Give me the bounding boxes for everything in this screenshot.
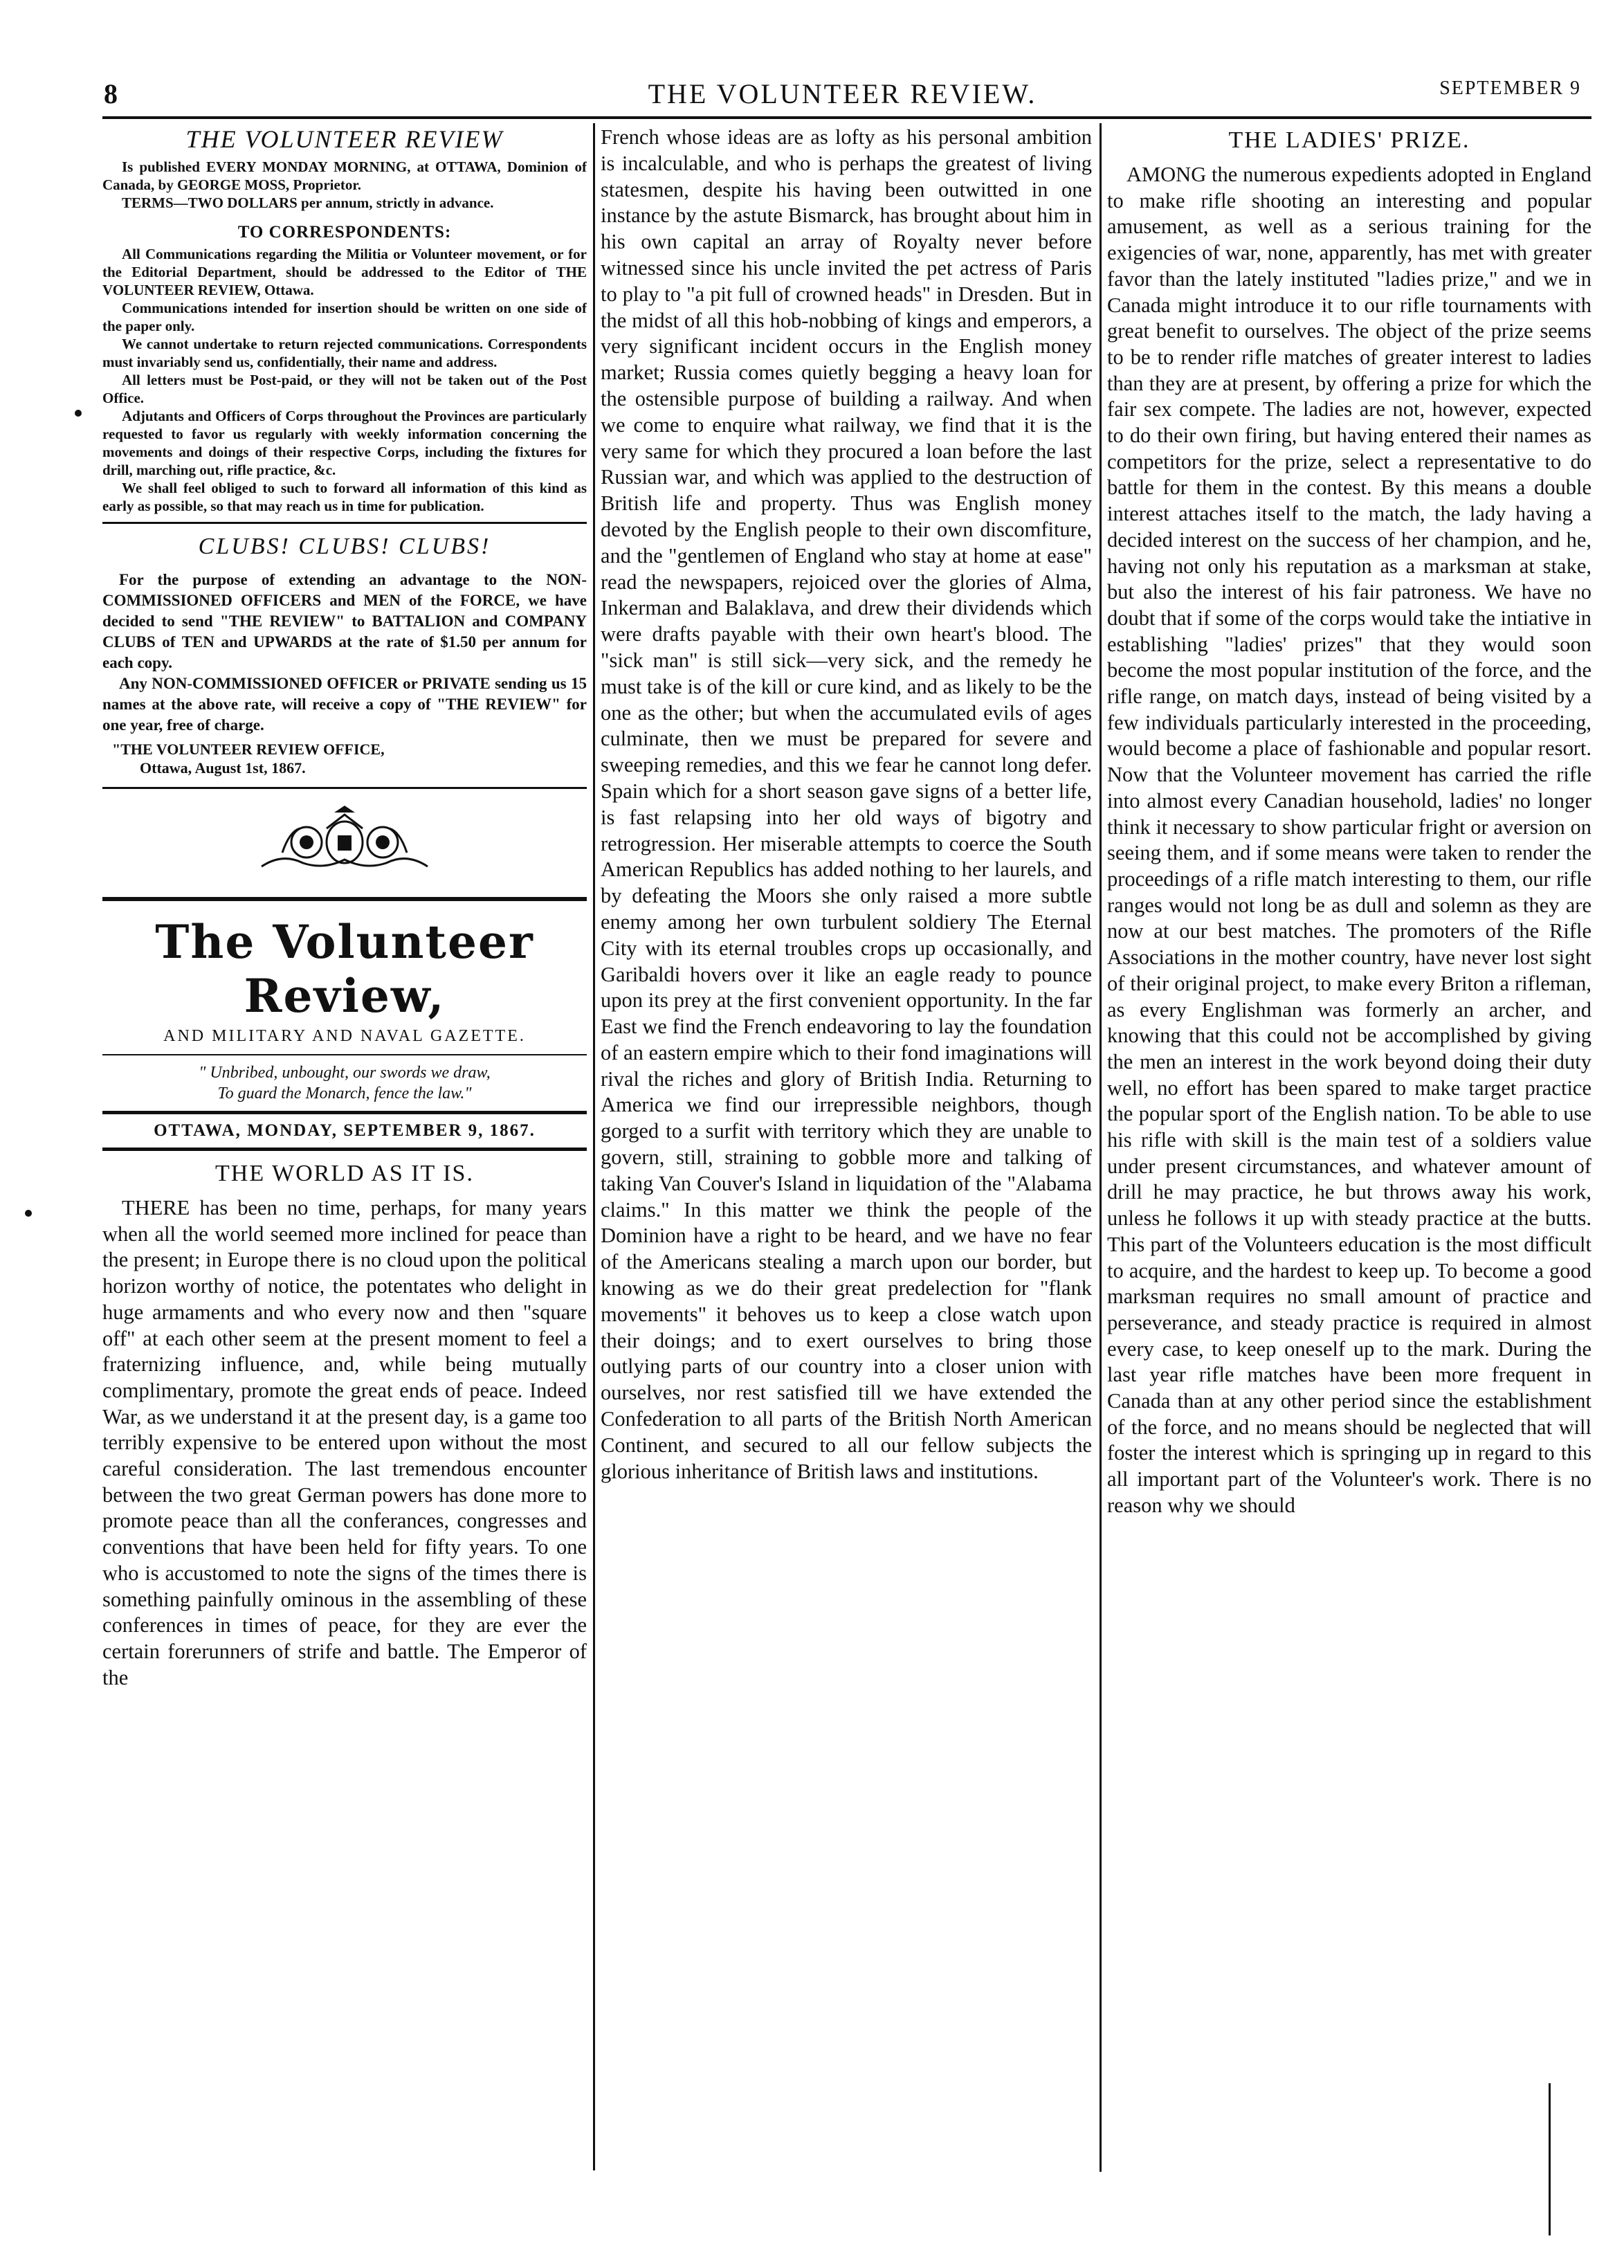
masthead: THE VOLUNTEER REVIEW bbox=[185, 125, 504, 153]
column-divider-2 bbox=[1100, 123, 1102, 2172]
clubs-notice bbox=[102, 570, 587, 736]
correspondents-paragraph: We shall feel obliged to such to forward all information of this kind as early as possible, so that may reach us in time for publication. bbox=[102, 480, 587, 514]
section-rule bbox=[102, 787, 587, 789]
motto bbox=[102, 1062, 587, 1104]
page-number: 8 bbox=[104, 78, 118, 109]
clubs-signature-line-2: Ottawa, August 1st, 1867. bbox=[140, 759, 306, 777]
royal-crest-ornament bbox=[102, 804, 587, 880]
correspondents-paragraph: Communications intended for insertion should be written on one side of the paper only. bbox=[102, 300, 587, 334]
section-rule bbox=[102, 1111, 587, 1114]
running-header bbox=[104, 78, 1581, 118]
issue-dateline: OTTAWA, MONDAY, SEPTEMBER 9, 1867. bbox=[154, 1121, 536, 1140]
column-3 bbox=[1107, 125, 1591, 2173]
column-2 bbox=[601, 125, 1092, 2173]
margin-dot-1 bbox=[75, 410, 82, 417]
column-1 bbox=[102, 125, 587, 2173]
correspondents-notice bbox=[102, 245, 587, 515]
margin-dot-2 bbox=[25, 1210, 32, 1217]
running-date: SEPTEMBER 9 bbox=[1439, 78, 1581, 99]
correspondents-paragraph: We cannot undertake to return rejected communications. Correspondents must invariably send us, confidentially, their name and address. bbox=[102, 336, 587, 370]
article-world-part-1: THERE has been no time, perhaps, for many years when all the world seemed more inclined for peace than the present; in Europe there is no cloud upon the political horizon worthy of notice, the potentates who delight in huge armaments and who every now and then "square off" at each other seem at the present moment to feel a fraternizing influence, and, while being mutually complimentary, promote the great ends of peace. Indeed War, as we understand it at the present day, is a game too terribly expensive to be entered upon without the most careful consideration. The last tremendous encounter between the two great German powers has done more to promote peace than all the conferances, congresses and conventions that have been held for fifty years. To one who is accustomed to note the signs of the times there is something painfully ominous in the assembling of these conferences in times of peace, for they are ever the certain forerunners of strife and battle. The Emperor of the bbox=[102, 1196, 587, 1689]
clubs-paragraph: For the purpose of extending an advantage to the NON-COMMISSIONED OFFICERS and MEN of the FORCE, we have decided to send "THE REVIEW" to BATTALION and COMPANY CLUBS of TEN and UPWARDS at the rate of $1.50 per annum for each copy. bbox=[102, 571, 587, 671]
correspondents-paragraph: Adjutants and Officers of Corps throughout the Provinces are particularly requested to favor us regularly with weekly information concerning the movements and doings of their respective Corps, including the fixtures for drill, marching out, rifle practice, &c. bbox=[102, 408, 587, 478]
clubs-signature-line-1: "THE VOLUNTEER REVIEW OFFICE, bbox=[112, 741, 385, 758]
motto-line-2: To guard the Monarch, fence the law." bbox=[217, 1085, 472, 1103]
publication-notice bbox=[102, 158, 587, 212]
article-title-ladies-prize: THE LADIES' PRIZE. bbox=[1228, 127, 1470, 153]
publication-notice-text: Is published EVERY MONDAY MORNING, at OTTAWA, Dominion of Canada, by GEORGE MOSS, Proprietor. bbox=[102, 158, 587, 193]
column-divider-1 bbox=[593, 123, 595, 2170]
paper-nameplate: The Volunteer Review, bbox=[155, 915, 534, 1023]
clubs-heading: CLUBS! CLUBS! CLUBS! bbox=[198, 534, 491, 559]
header-rule bbox=[102, 116, 1591, 119]
section-rule bbox=[102, 1054, 587, 1055]
paper-running-title: THE VOLUNTEER REVIEW. bbox=[648, 78, 1037, 109]
correspondents-paragraph: All letters must be Post-paid, or they will not be taken out of the Post Office. bbox=[102, 372, 587, 406]
motto-line-1: " Unbribed, unbought, our swords we draw, bbox=[199, 1064, 491, 1082]
section-rule bbox=[102, 1147, 587, 1151]
section-rule bbox=[102, 897, 587, 901]
terms-text: TERMS—TWO DOLLARS per annum, strictly in advance. bbox=[122, 194, 494, 211]
correspondents-paragraph: All Communications regarding the Militia or Volunteer movement, or for the Editorial Department, should be addressed to the Editor of THE VOLUNTEER REVIEW, Ottawa. bbox=[102, 246, 587, 298]
section-rule bbox=[102, 522, 587, 524]
correspondents-heading: TO CORRESPONDENTS: bbox=[237, 223, 452, 242]
article-ladies-prize: AMONG the numerous expedients adopted in England to make rifle shooting an interesting and popular amusement, as well as a serious training for the exigencies of war, none, apparently, has met with greater favor than the lately instituted "ladies prize," and we in Canada might introduce it to our rifle tournaments with great benefit to ourselves. The object of the prize seems to be to render rifle matches of greater interest to ladies than they are at present, by offering a prize for which the fair sex compete. The ladies are not, however, expected to do their own firing, but having entered their names as competitors for the prize, select a representative to do battle for them in the contest. By this means a double interest attaches itself to the match, the lady having a decided interest on the success of her champion, and he, having not only his reputation as a marksman at stake, but also the interest of his fair patroness. We have no doubt that if some of the corps would take the intiative in establishing "ladies' prizes" that they would soon become the most popular institution of the force, and the rifle range, on match days, instead of being visited by a few individuals particularly interested in the proceeding, would become a place of fashionable and popular resort. Now that the Volunteer movement has carried the rifle into almost every Canadian household, ladies' no longer think it necessary to show particular fright or aversion on seeing them, and if some means were taken to render the proceedings of a rifle match interesting to them, our rifle ranges would not long be as dull and solemn as they are now at our best matches. The promoters of the Rifle Associations in the mother country, have never lost sight of their original project, to make every Briton a rifleman, as every Englishman was formerly an archer, and knowing that this could not be accomplished by giving the men an interest in the work beyond doing their duty well, no effort has been spared to make target practice the popular sport of the English nation. To be able to use his rifle with skill is the main test of a soldiers value under present circumstances, and whatever amount of drill he may practice, he but throws away his work, unless he follows it up with steady practice at the butts. This part of the Volunteers education is the most difficult to acquire, and the hardest to keep up. To become a good marksman requires no small amount of practice and perseverance, and steady practice is required in almost every case, to keep oneself up to the mark. During the last year rifle matches have been more frequent in Canada than at any other period since the establishment of the force, and no means should be neglected that will foster the interest which is springing up in regard to this all important part of the Volunteer's work. There is no reason why we should bbox=[1107, 163, 1591, 1517]
clubs-signature bbox=[102, 740, 587, 777]
paper-subtitle: AND MILITARY AND NAVAL GAZETTE. bbox=[163, 1027, 526, 1045]
article-title-world: THE WORLD AS IT IS. bbox=[215, 1161, 474, 1186]
article-world-part-2: French whose ideas are as lofty as his personal ambition is incalculable, and who is perhaps the greatest of living statesmen, despite his having been outwitted in one instance by the astute Bismarck, has brought about him in his own capital an array of Royalty never before witnessed since his uncle invited the pet actress of Paris to play to "a pit full of crowned heads" in Dresden. But in the midst of all this hob-nobbing of kings and emperors, a very significant incident occurs in the English money market; Russia comes quietly begging a heavy loan for the ostensible purpose of building a railway. And when we come to enquire what railway, we find that it is the very same for which they procured a loan before the last Russian war, and which was applied to the destruction of British life and property. Thus was English money devoted by the English people to their own discomfiture, and the "gentlemen of England who stay at home at ease" read the newspapers, rejoiced over the glories of Alma, Inkerman and Balaklava, and drew their dividends which were drafts payable with their own heart's blood. The "sick man" is still sick—very sick, and the remedy he must take is of the kill or cure kind, and as likely to be the one as the other; but when the accumulated evils of ages culminate, then we must be prepared for severe and sweeping remedies, and this we fear he cannot long defer. Spain which for a short season gave signs of a better life, is fast relapsing into her old ways of bigotry and retrogression. Her miserable attempts to coerce the South American Republics has added nothing to her laurels, and by defeating the Moors she only raised a more subtle enemy among her own turbulent soldiery The Eternal City with its eternal troubles crops up occasionally, and Garibaldi hovers over it like an eagle ready to pounce upon its prey at the first convenient opportunity. In the far East we find the French endeavoring to lay the foundation of an eastern empire which to their fond imaginations will rival the riches and glory of British India. Returning to America we find our irrepressible neighbors, though gorged to a surfit with territory which they are unable to govern, still, straining to gobble more and talking of taking Van Couver's Island in liquidation of the "Alabama claims." In this matter we think the people of the Dominion have a right to be heard, and we have no fear of the Americans stealing a march upon our border, but knowing as we do their great predelection for "flank movements" it behoves us to keep a close watch upon their doings; and to exert ourselves to bring those outlying parts of our country into a closer union with ourselves, nor rest satisfied till we have extended the Confederation to all parts of the British North American Continent, and secured to all our fellow subjects the glorious inheritance of British laws and institutions. bbox=[601, 125, 1092, 1483]
clubs-paragraph: Any NON-COMMISSIONED OFFICER or PRIVATE sending us 15 names at the above rate, will receive a copy of "THE REVIEW" for one year, free of charge. bbox=[102, 675, 587, 734]
crest-icon bbox=[241, 804, 448, 880]
